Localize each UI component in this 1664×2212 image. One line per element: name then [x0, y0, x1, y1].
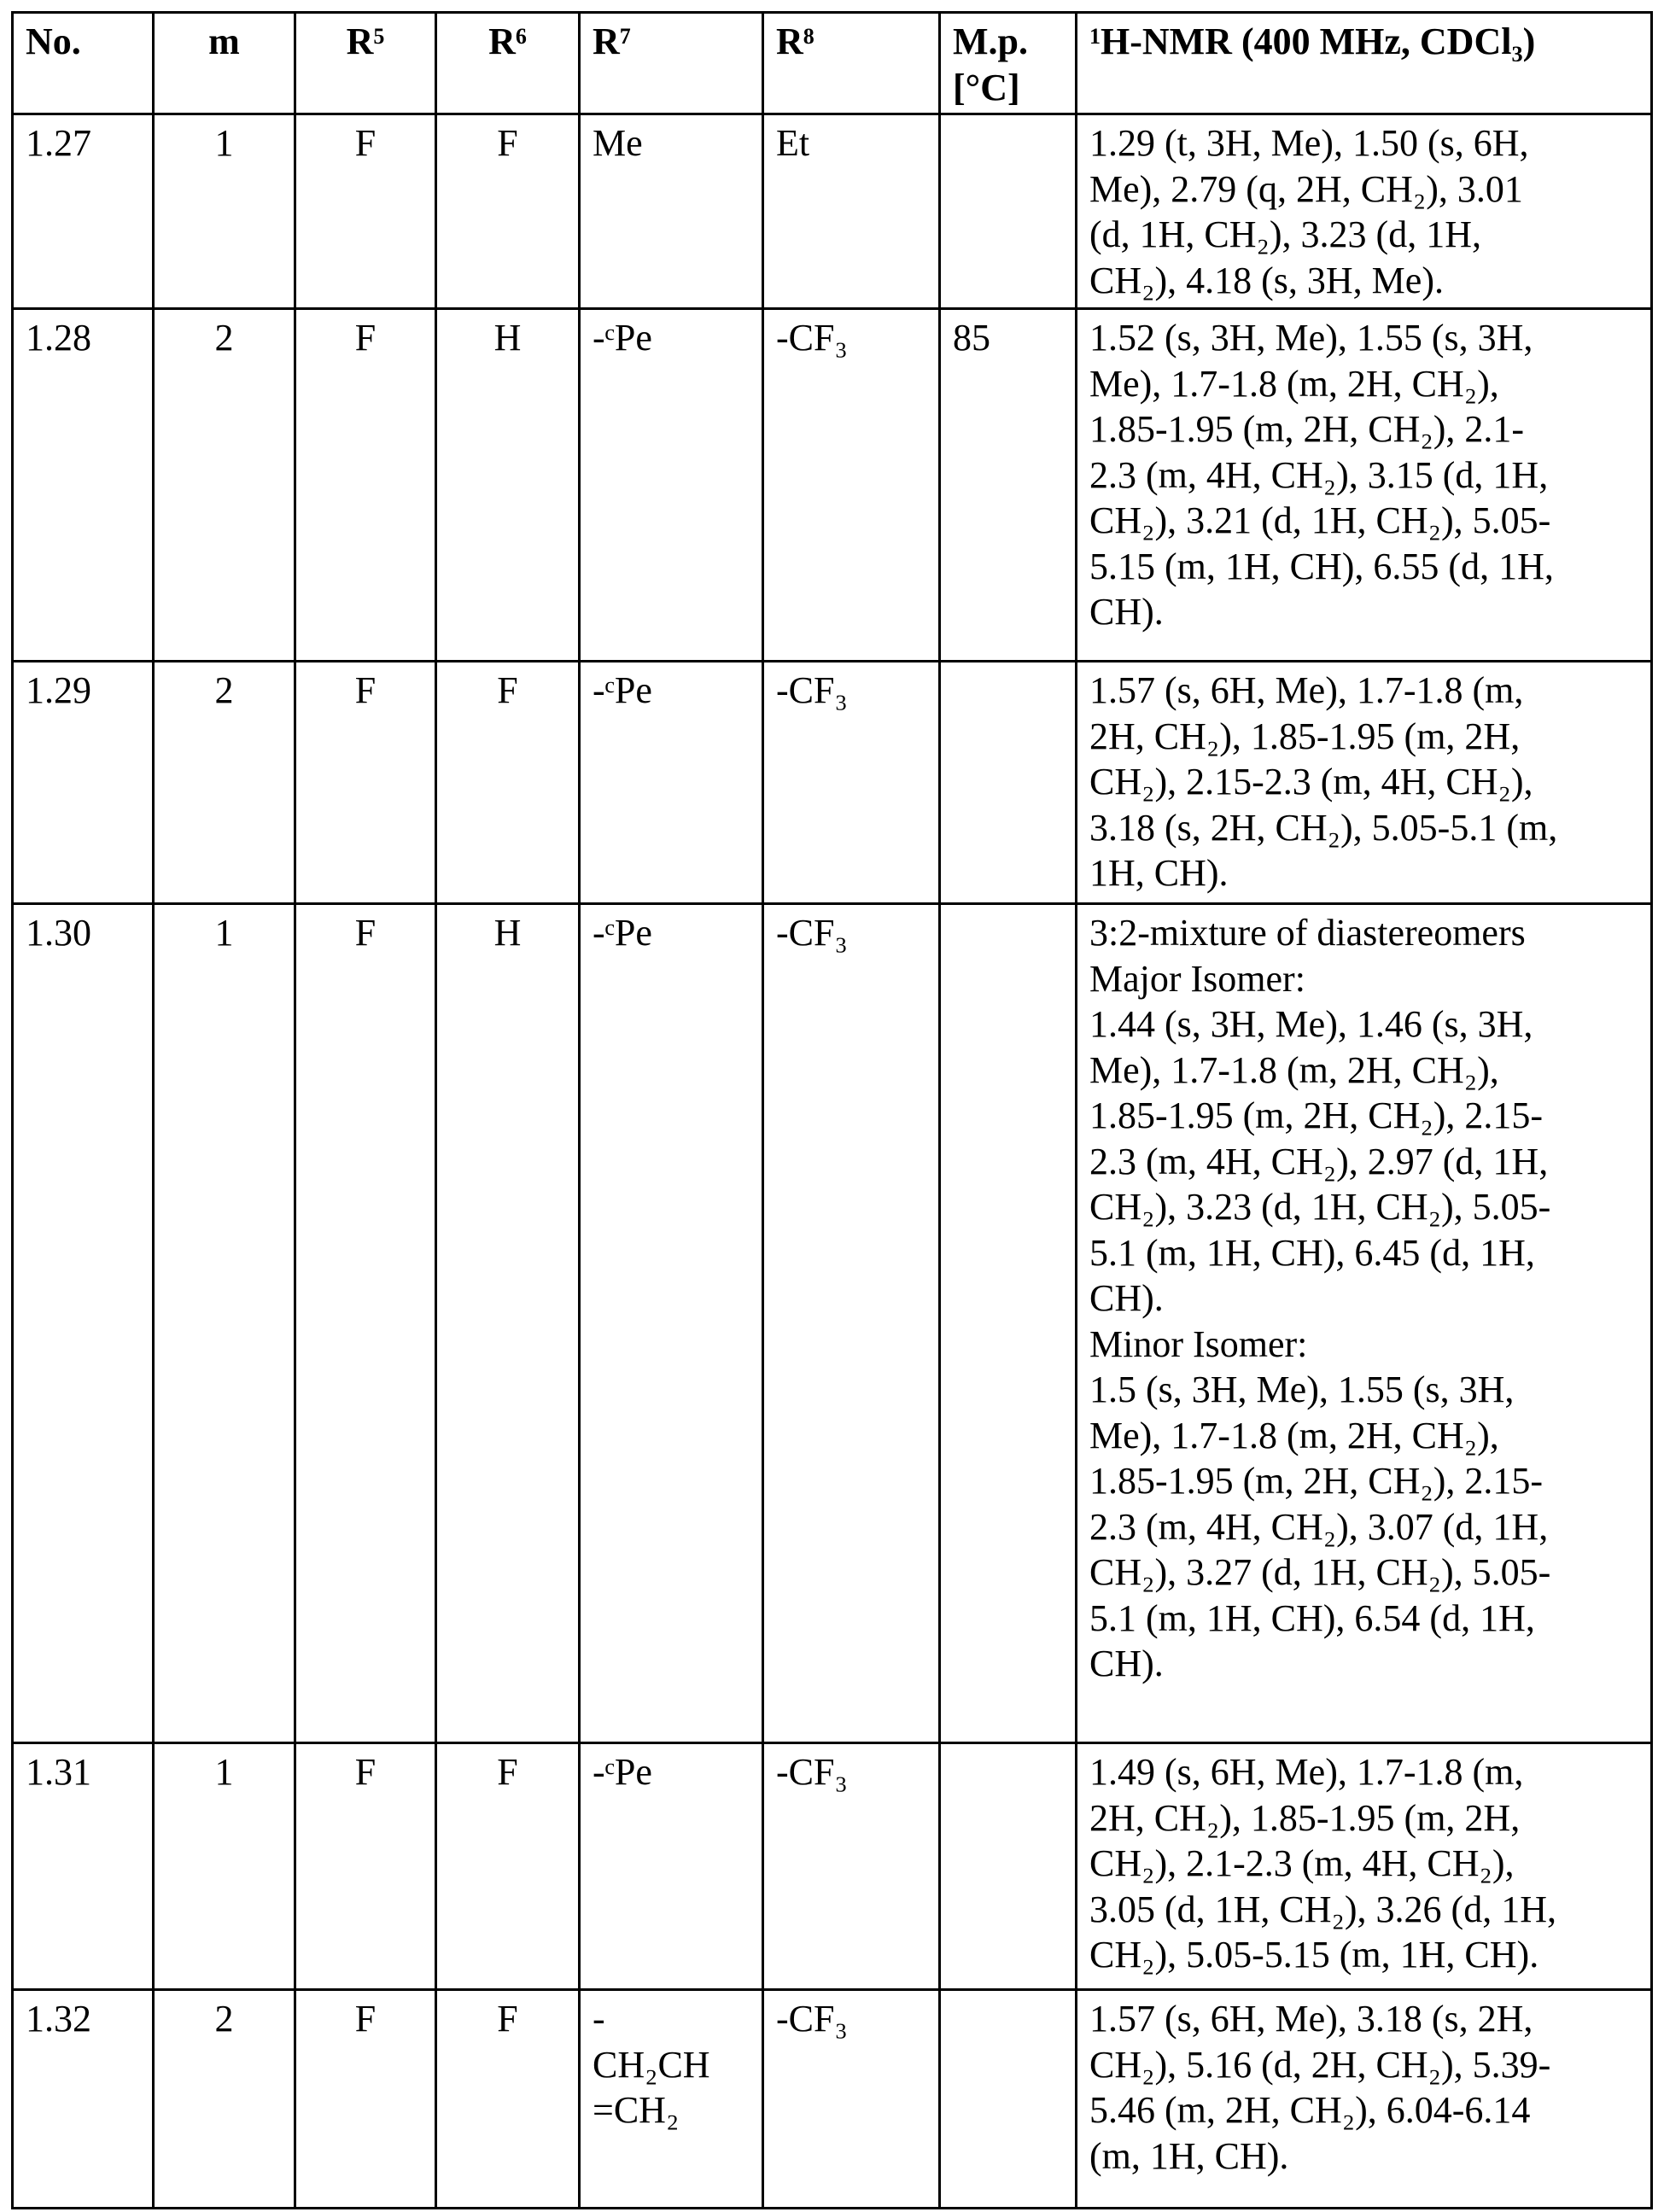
- cell-r5: F: [295, 309, 436, 662]
- cell-r5: F: [295, 662, 436, 904]
- nmr-line: 1.29 (t, 3H, Me), 1.50 (s, 6H,: [1089, 120, 1638, 166]
- r7-line: -: [593, 1996, 750, 2042]
- nmr-line: Me), 1.7-1.8 (m, 2H, CH₂),: [1089, 1048, 1638, 1094]
- nmr-line: 1.85-1.95 (m, 2H, CH₂), 2.1-: [1089, 406, 1638, 452]
- nmr-line: 1.52 (s, 3H, Me), 1.55 (s, 3H,: [1089, 315, 1638, 361]
- nmr-line: (d, 1H, CH₂), 3.23 (d, 1H,: [1089, 212, 1638, 258]
- nmr-line: 1.85-1.95 (m, 2H, CH₂), 2.15-: [1089, 1093, 1638, 1139]
- cell-mp: [940, 904, 1077, 1743]
- header-r6: [436, 13, 580, 114]
- cell-r8: -CF₃: [763, 662, 940, 904]
- r7-line: -ᶜPe: [593, 668, 750, 714]
- nmr-line: CH₂), 4.18 (s, 3H, Me).: [1089, 258, 1638, 304]
- nmr-line: CH).: [1089, 1641, 1638, 1687]
- r7-line: -ᶜPe: [593, 1749, 750, 1795]
- cell-nmr: [1077, 1990, 1652, 2209]
- cell-no: 1.28: [13, 309, 154, 662]
- nmr-line: CH).: [1089, 589, 1638, 635]
- nmr-line: 2.3 (m, 4H, CH₂), 3.15 (d, 1H,: [1089, 452, 1638, 499]
- nmr-line: 2H, CH₂), 1.85-1.95 (m, 2H,: [1089, 1795, 1638, 1841]
- cell-r8: -CF₃: [763, 309, 940, 662]
- nmr-line: CH₂), 3.23 (d, 1H, CH₂), 5.05-: [1089, 1184, 1638, 1230]
- cell-r8: Et: [763, 114, 940, 309]
- header-r7-sup: 7: [620, 24, 631, 49]
- header-r6-sup: 6: [516, 24, 527, 49]
- nmr-line: 5.15 (m, 1H, CH), 6.55 (d, 1H,: [1089, 544, 1638, 590]
- nmr-line: 1.85-1.95 (m, 2H, CH₂), 2.15-: [1089, 1458, 1638, 1504]
- nmr-line: 2.3 (m, 4H, CH₂), 3.07 (d, 1H,: [1089, 1504, 1638, 1550]
- header-nmr: [1077, 13, 1652, 114]
- table-row: [13, 309, 1652, 662]
- nmr-line: CH₂), 5.16 (d, 2H, CH₂), 5.39-: [1089, 2042, 1638, 2088]
- cell-r7: [580, 662, 763, 904]
- cell-r6: H: [436, 904, 580, 1743]
- table-body: [13, 114, 1652, 2209]
- header-r6-base: R: [488, 20, 516, 62]
- nmr-line: CH₂), 2.15-2.3 (m, 4H, CH₂),: [1089, 759, 1638, 805]
- cell-nmr: [1077, 1743, 1652, 1990]
- cell-no: 1.31: [13, 1743, 154, 1990]
- cell-nmr: [1077, 309, 1652, 662]
- nmr-line: 1.57 (s, 6H, Me), 1.7-1.8 (m,: [1089, 668, 1638, 714]
- table-row: [13, 1990, 1652, 2209]
- cell-no: 1.30: [13, 904, 154, 1743]
- header-r7: [580, 13, 763, 114]
- cell-r5: F: [295, 904, 436, 1743]
- nmr-line: 1.57 (s, 6H, Me), 3.18 (s, 2H,: [1089, 1996, 1638, 2042]
- cell-r8: -CF₃: [763, 904, 940, 1743]
- nmr-line: 1.5 (s, 3H, Me), 1.55 (s, 3H,: [1089, 1367, 1638, 1413]
- r7-line: -ᶜPe: [593, 910, 750, 956]
- nmr-line: 5.1 (m, 1H, CH), 6.54 (d, 1H,: [1089, 1596, 1638, 1642]
- nmr-line: 5.46 (m, 2H, CH₂), 6.04-6.14: [1089, 2087, 1638, 2133]
- nmr-line: CH₂), 5.05-5.15 (m, 1H, CH).: [1089, 1932, 1638, 1978]
- nmr-line: Minor Isomer:: [1089, 1322, 1638, 1368]
- nmr-line: 1.44 (s, 3H, Me), 1.46 (s, 3H,: [1089, 1001, 1638, 1048]
- nmr-line: Me), 1.7-1.8 (m, 2H, CH₂),: [1089, 361, 1638, 407]
- cell-mp: [940, 1743, 1077, 1990]
- cell-nmr: [1077, 904, 1652, 1743]
- nmr-line: 3.18 (s, 2H, CH₂), 5.05-5.1 (m,: [1089, 805, 1638, 851]
- nmr-line: (m, 1H, CH).: [1089, 2133, 1638, 2180]
- nmr-line: Me), 1.7-1.8 (m, 2H, CH₂),: [1089, 1413, 1638, 1459]
- cell-r6: H: [436, 309, 580, 662]
- cell-mp: 85: [940, 309, 1077, 662]
- cell-m: 1: [154, 114, 295, 309]
- cell-nmr: [1077, 114, 1652, 309]
- header-r5: [295, 13, 436, 114]
- cell-r6: F: [436, 114, 580, 309]
- cell-r7: [580, 309, 763, 662]
- cell-mp: [940, 662, 1077, 904]
- nmr-line: 5.1 (m, 1H, CH), 6.45 (d, 1H,: [1089, 1230, 1638, 1276]
- cell-r6: F: [436, 1743, 580, 1990]
- cell-r5: F: [295, 1990, 436, 2209]
- r7-line: -ᶜPe: [593, 315, 750, 361]
- table-row: [13, 114, 1652, 309]
- cell-r7: [580, 1990, 763, 2209]
- header-nmr-base: H-NMR (400 MHz, CDCl₃): [1101, 20, 1535, 62]
- cell-r5: F: [295, 114, 436, 309]
- header-r7-base: R: [593, 20, 620, 62]
- cell-r6: F: [436, 662, 580, 904]
- nmr-line: 1H, CH).: [1089, 850, 1638, 896]
- table-row: [13, 662, 1652, 904]
- nmr-line: Me), 2.79 (q, 2H, CH₂), 3.01: [1089, 166, 1638, 213]
- header-mp-line: M.p.: [953, 19, 1063, 65]
- cell-no: 1.27: [13, 114, 154, 309]
- cell-nmr: [1077, 662, 1652, 904]
- cell-m: 1: [154, 904, 295, 1743]
- header-r5-base: R: [347, 20, 374, 62]
- cell-m: 2: [154, 662, 295, 904]
- cell-mp: [940, 1990, 1077, 2209]
- cell-m: 2: [154, 309, 295, 662]
- cell-no: 1.32: [13, 1990, 154, 2209]
- header-row: [13, 13, 1652, 114]
- header-no: No.: [13, 13, 154, 114]
- cell-r6: F: [436, 1990, 580, 2209]
- cell-r7: [580, 1743, 763, 1990]
- nmr-line: CH).: [1089, 1275, 1638, 1322]
- header-r5-sup: 5: [373, 24, 384, 49]
- header-mp: [940, 13, 1077, 114]
- nmr-line: Major Isomer:: [1089, 956, 1638, 1002]
- cell-r7: [580, 904, 763, 1743]
- cell-r8: -CF₃: [763, 1743, 940, 1990]
- cell-r7: [580, 114, 763, 309]
- header-mp-unit: [°C]: [953, 65, 1063, 111]
- header-nmr-sup: 1: [1089, 24, 1101, 49]
- cell-m: 2: [154, 1990, 295, 2209]
- nmr-line: 3:2-mixture of diastereomers: [1089, 910, 1638, 956]
- cell-mp: [940, 114, 1077, 309]
- header-r8-sup: 8: [803, 24, 814, 49]
- r7-line: Me: [593, 120, 750, 166]
- cell-r8: -CF₃: [763, 1990, 940, 2209]
- cell-r5: F: [295, 1743, 436, 1990]
- nmr-line: 1.49 (s, 6H, Me), 1.7-1.8 (m,: [1089, 1749, 1638, 1795]
- r7-line: =CH₂: [593, 2087, 750, 2133]
- header-r8-base: R: [776, 20, 803, 62]
- r7-line: CH₂CH: [593, 2042, 750, 2088]
- header-m: m: [154, 13, 295, 114]
- nmr-line: 2.3 (m, 4H, CH₂), 2.97 (d, 1H,: [1089, 1139, 1638, 1185]
- cell-m: 1: [154, 1743, 295, 1990]
- table-row: [13, 904, 1652, 1743]
- compound-nmr-table: [11, 11, 1653, 2209]
- header-r8: [763, 13, 940, 114]
- cell-no: 1.29: [13, 662, 154, 904]
- nmr-line: CH₂), 3.21 (d, 1H, CH₂), 5.05-: [1089, 498, 1638, 544]
- nmr-line: CH₂), 3.27 (d, 1H, CH₂), 5.05-: [1089, 1550, 1638, 1596]
- table-row: [13, 1743, 1652, 1990]
- nmr-line: 2H, CH₂), 1.85-1.95 (m, 2H,: [1089, 714, 1638, 760]
- nmr-line: CH₂), 2.1-2.3 (m, 4H, CH₂),: [1089, 1841, 1638, 1887]
- nmr-line: 3.05 (d, 1H, CH₂), 3.26 (d, 1H,: [1089, 1887, 1638, 1933]
